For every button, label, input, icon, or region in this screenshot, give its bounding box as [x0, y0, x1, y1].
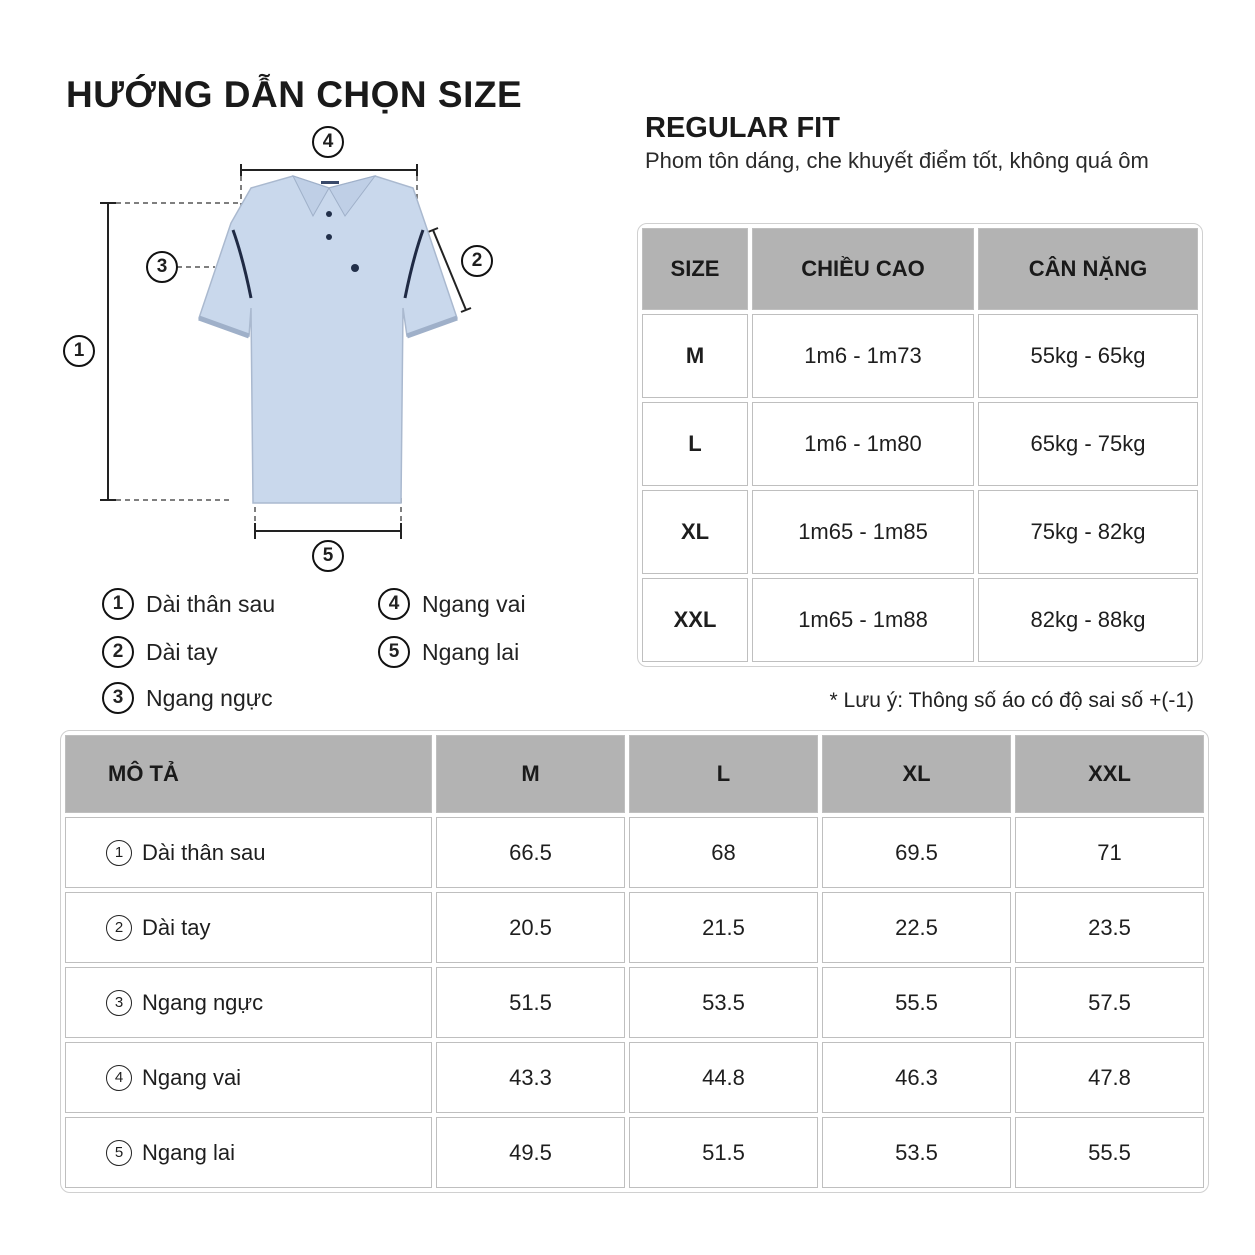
fit-description: Phom tôn dáng, che khuyết điểm tốt, không quá ôm	[645, 148, 1149, 173]
table-cell: L	[642, 402, 748, 486]
legend-number: 5	[378, 636, 410, 668]
marker-3: 3	[146, 251, 178, 283]
table-cell: 51.5	[436, 967, 625, 1038]
table-row	[642, 314, 1198, 398]
table-cell: 69.5	[822, 817, 1011, 888]
table-cell: 43.3	[436, 1042, 625, 1113]
row-label	[65, 967, 432, 1038]
tolerance-note: * Lưu ý: Thông số áo có độ sai số +(-1)	[829, 689, 1194, 712]
table-cell: 82kg - 88kg	[978, 578, 1198, 662]
row-number: 5	[106, 1140, 132, 1166]
legend-item	[378, 588, 526, 620]
column-header: CHIỀU CAO	[752, 228, 974, 310]
table-cell: 47.8	[1015, 1042, 1204, 1113]
legend-number: 3	[102, 682, 134, 714]
table-cell: 1m6 - 1m80	[752, 402, 974, 486]
row-label-text: Dài tay	[142, 914, 211, 940]
row-label-text: Ngang vai	[142, 1064, 242, 1090]
marker-5: 5	[312, 540, 344, 572]
table-cell: 1m65 - 1m88	[752, 578, 974, 662]
column-header: SIZE	[642, 228, 748, 310]
row-label	[65, 1117, 432, 1188]
table-row	[65, 817, 1204, 888]
table-cell: M	[642, 314, 748, 398]
table-cell: 68	[629, 817, 818, 888]
legend-label: Ngang vai	[422, 590, 526, 617]
measurement-table	[60, 730, 1209, 1193]
row-number: 3	[106, 990, 132, 1016]
polo-shirt-illustration	[55, 118, 555, 588]
column-header: M	[436, 735, 625, 813]
table-header-row	[642, 228, 1198, 310]
column-header: MÔ TẢ	[65, 735, 432, 813]
column-header: XL	[822, 735, 1011, 813]
table-row	[642, 490, 1198, 574]
marker-1: 1	[63, 335, 95, 367]
column-header: XXL	[1015, 735, 1204, 813]
row-label-text: Dài thân sau	[142, 839, 266, 865]
table-cell: 21.5	[629, 892, 818, 963]
row-label	[65, 1042, 432, 1113]
table-cell: 49.5	[436, 1117, 625, 1188]
table-row	[642, 402, 1198, 486]
table-header-row	[65, 735, 1204, 813]
table-cell: 55.5	[1015, 1117, 1204, 1188]
table-cell: 51.5	[629, 1117, 818, 1188]
marker-4: 4	[312, 126, 344, 158]
legend-label: Dài tay	[146, 638, 218, 665]
table-cell: 55kg - 65kg	[978, 314, 1198, 398]
table-cell: 1m65 - 1m85	[752, 490, 974, 574]
table-cell: 66.5	[436, 817, 625, 888]
table-cell: 22.5	[822, 892, 1011, 963]
table-cell: 57.5	[1015, 967, 1204, 1038]
page-title: HƯỚNG DẪN CHỌN SIZE	[66, 74, 523, 115]
marker-2: 2	[461, 245, 493, 277]
table-row	[65, 967, 1204, 1038]
column-header: CÂN NẶNG	[978, 228, 1198, 310]
table-cell: 53.5	[629, 967, 818, 1038]
table-row	[642, 578, 1198, 662]
row-label	[65, 817, 432, 888]
shirt-body	[199, 176, 457, 503]
legend-item	[102, 682, 273, 714]
column-header: L	[629, 735, 818, 813]
table-row	[65, 892, 1204, 963]
table-cell: 55.5	[822, 967, 1011, 1038]
row-label-text: Ngang ngực	[142, 989, 264, 1015]
table-cell: 75kg - 82kg	[978, 490, 1198, 574]
table-cell: 65kg - 75kg	[978, 402, 1198, 486]
legend-label: Dài thân sau	[146, 590, 276, 617]
table-cell: 44.8	[629, 1042, 818, 1113]
fit-title: REGULAR FIT	[645, 112, 840, 144]
table-cell: 53.5	[822, 1117, 1011, 1188]
shirt-diagram	[55, 118, 555, 588]
legend-number: 4	[378, 588, 410, 620]
legend-label: Ngang lai	[422, 638, 520, 665]
row-number: 1	[106, 840, 132, 866]
row-number: 2	[106, 915, 132, 941]
table-cell: XXL	[642, 578, 748, 662]
legend-label: Ngang ngực	[146, 684, 273, 711]
table-row	[65, 1042, 1204, 1113]
table-cell: 71	[1015, 817, 1204, 888]
legend-item	[102, 636, 218, 668]
legend-item	[378, 636, 519, 668]
legend-item	[102, 588, 275, 620]
legend-number: 2	[102, 636, 134, 668]
table-cell: 1m6 - 1m73	[752, 314, 974, 398]
row-number: 4	[106, 1065, 132, 1091]
row-label	[65, 892, 432, 963]
legend-number: 1	[102, 588, 134, 620]
table-row	[65, 1117, 1204, 1188]
table-cell: XL	[642, 490, 748, 574]
table-cell: 23.5	[1015, 892, 1204, 963]
row-label-text: Ngang lai	[142, 1139, 235, 1165]
table-cell: 20.5	[436, 892, 625, 963]
size-table	[637, 223, 1203, 667]
table-cell: 46.3	[822, 1042, 1011, 1113]
